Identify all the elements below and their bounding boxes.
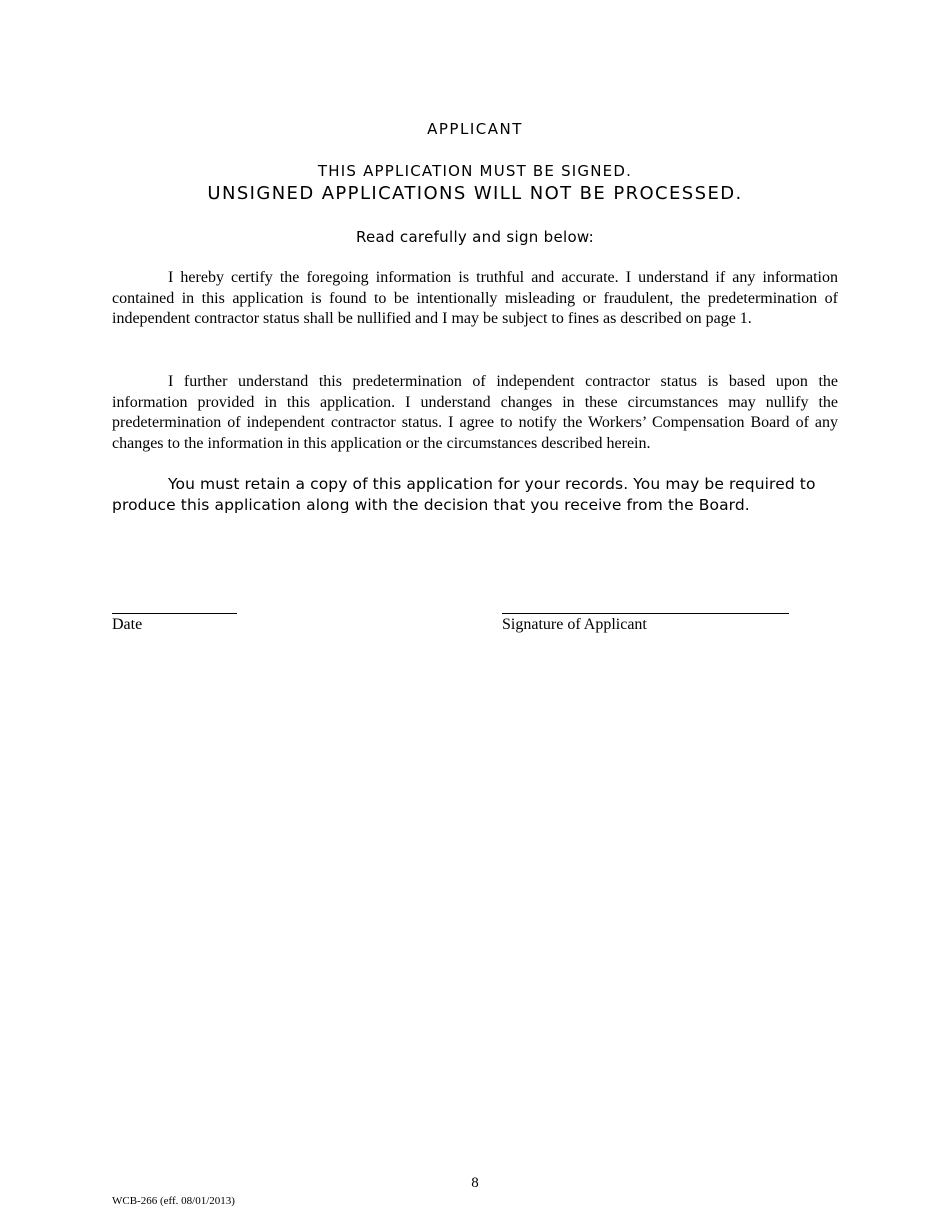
page-number: 8 — [471, 1175, 479, 1191]
signature-field-line[interactable] — [502, 613, 789, 614]
understanding-paragraph: I further understand this predetermination of independent contractor status is based upon the information provided in this application. I understand changes in these circumstances may nullify the predetermination of independent contractor status. I agree to notify the Workers’ Compensation Board of any changes to the information in this application or the circumstances described herein. — [112, 373, 838, 452]
section-title: APPLICANT — [427, 120, 523, 138]
must-sign-notice: THIS APPLICATION MUST BE SIGNED. — [317, 162, 633, 180]
signature-label: Signature of Applicant — [502, 616, 647, 633]
form-identifier: WCB-266 (eff. 08/01/2013) — [112, 1195, 235, 1207]
read-instruction: Read carefully and sign below: — [355, 228, 595, 246]
date-field-line[interactable] — [112, 613, 237, 614]
unsigned-warning: UNSIGNED APPLICATIONS WILL NOT BE PROCESSED. — [207, 183, 743, 204]
certification-paragraph: I hereby certify the foregoing information is truthful and accurate. I understand if any information contained in this application is found to be intentionally misleading or fraudulent, the predetermination of independent contractor status shall be nullified and I may be subject to fines as described on page 1. — [112, 269, 838, 327]
retain-copy-paragraph: You must retain a copy of this application for your records. You may be required to produce this application along with the decision that you receive from the Board. — [112, 475, 816, 514]
date-label: Date — [112, 616, 143, 633]
